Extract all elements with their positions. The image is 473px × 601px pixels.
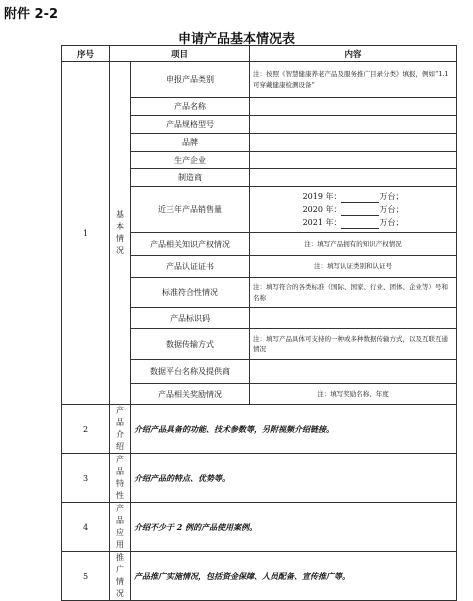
sales-year: 2020 年： [302,205,342,214]
sales-cell [250,187,457,233]
sales-blank[interactable] [341,220,379,229]
item-label: 产品应用 [110,503,131,552]
content-cell[interactable] [250,98,457,116]
group-label: 基本情况 [110,62,131,405]
row-no: 4 [62,503,110,552]
sales-blank[interactable] [341,194,379,203]
item-label: 近三年产品销售量 [131,187,250,233]
item-label: 申报产品类别 [131,62,250,98]
row-no: 3 [62,454,110,503]
table-row [62,552,457,601]
content-cell[interactable]: 介绍产品的特点、优势等。 [131,454,457,503]
content-cell[interactable] [250,152,457,169]
item-label: 产品认证证书 [131,256,250,278]
item-label: 推广情况 [110,552,131,601]
item-label: 产品规格型号 [131,116,250,134]
item-label: 产品特性 [110,454,131,503]
row-no: 2 [62,405,110,454]
item-label: 数据平台名称及提供商 [131,360,250,384]
row-no: 5 [62,552,110,601]
header-row [62,46,457,62]
item-label: 产品相关知识产权情况 [131,233,250,256]
content-cell[interactable]: 注：填写产品具体可支持的一种或多种数据传输方式，以及互联互通情况 [250,329,457,360]
content-cell[interactable] [250,116,457,134]
attachment-label: 附件 2-2 [4,7,59,22]
item-label: 生产企业 [131,152,250,169]
content-cell[interactable]: 注：填写奖励名称、年度 [250,384,457,405]
sales-year: 2021 年： [302,218,342,227]
table-row [62,405,457,454]
row-no: 1 [62,62,110,405]
table-row [62,62,457,98]
sales-line [253,190,453,203]
item-label: 品牌 [131,134,250,152]
item-label: 产品标识码 [131,308,250,329]
table-row [62,454,457,503]
item-label: 标准符合性情况 [131,278,250,308]
item-label: 产品相关奖励情况 [131,384,250,405]
content-cell[interactable]: 注：填写认证类别和认证号 [250,256,457,278]
content-cell[interactable]: 注：填写符合的各类标准（国际、国家、行业、团体、企业等）号和名称 [250,278,457,308]
content-cell[interactable]: 注：按照《智慧健康养老产品及服务推广目录分类》填报，例如“1.1 可穿戴健康检测设备” [250,62,457,98]
sales-blank[interactable] [341,207,379,216]
sales-line [253,216,453,229]
col-item-header: 项目 [110,46,250,62]
item-label: 制造商 [131,169,250,187]
sales-year: 2019 年： [302,192,342,201]
sales-unit: 万台； [379,205,404,214]
content-cell[interactable] [250,134,457,152]
col-no-header: 序号 [62,46,110,62]
product-info-table [61,45,457,601]
item-label: 数据传输方式 [131,329,250,360]
content-cell[interactable] [250,360,457,384]
sales-unit: 万台； [379,192,404,201]
content-cell[interactable]: 介绍产品具备的功能、技术参数等，另附视频介绍链接。 [131,405,457,454]
sales-unit: 万台； [379,218,404,227]
table-row [62,503,457,552]
item-label: 产品介绍 [110,405,131,454]
content-cell[interactable] [250,169,457,187]
content-cell[interactable]: 介绍不少于 2 例的产品使用案例。 [131,503,457,552]
sales-line [253,203,453,216]
form-title: 申请产品基本情况表 [177,32,295,47]
content-cell[interactable]: 注：填写产品拥有的知识产权情况 [250,233,457,256]
content-cell[interactable]: 产品推广实施情况，包括资金保障、人员配备、宣传推广等。 [131,552,457,601]
col-content-header: 内容 [250,46,457,62]
item-label: 产品名称 [131,98,250,116]
content-cell[interactable] [250,308,457,329]
